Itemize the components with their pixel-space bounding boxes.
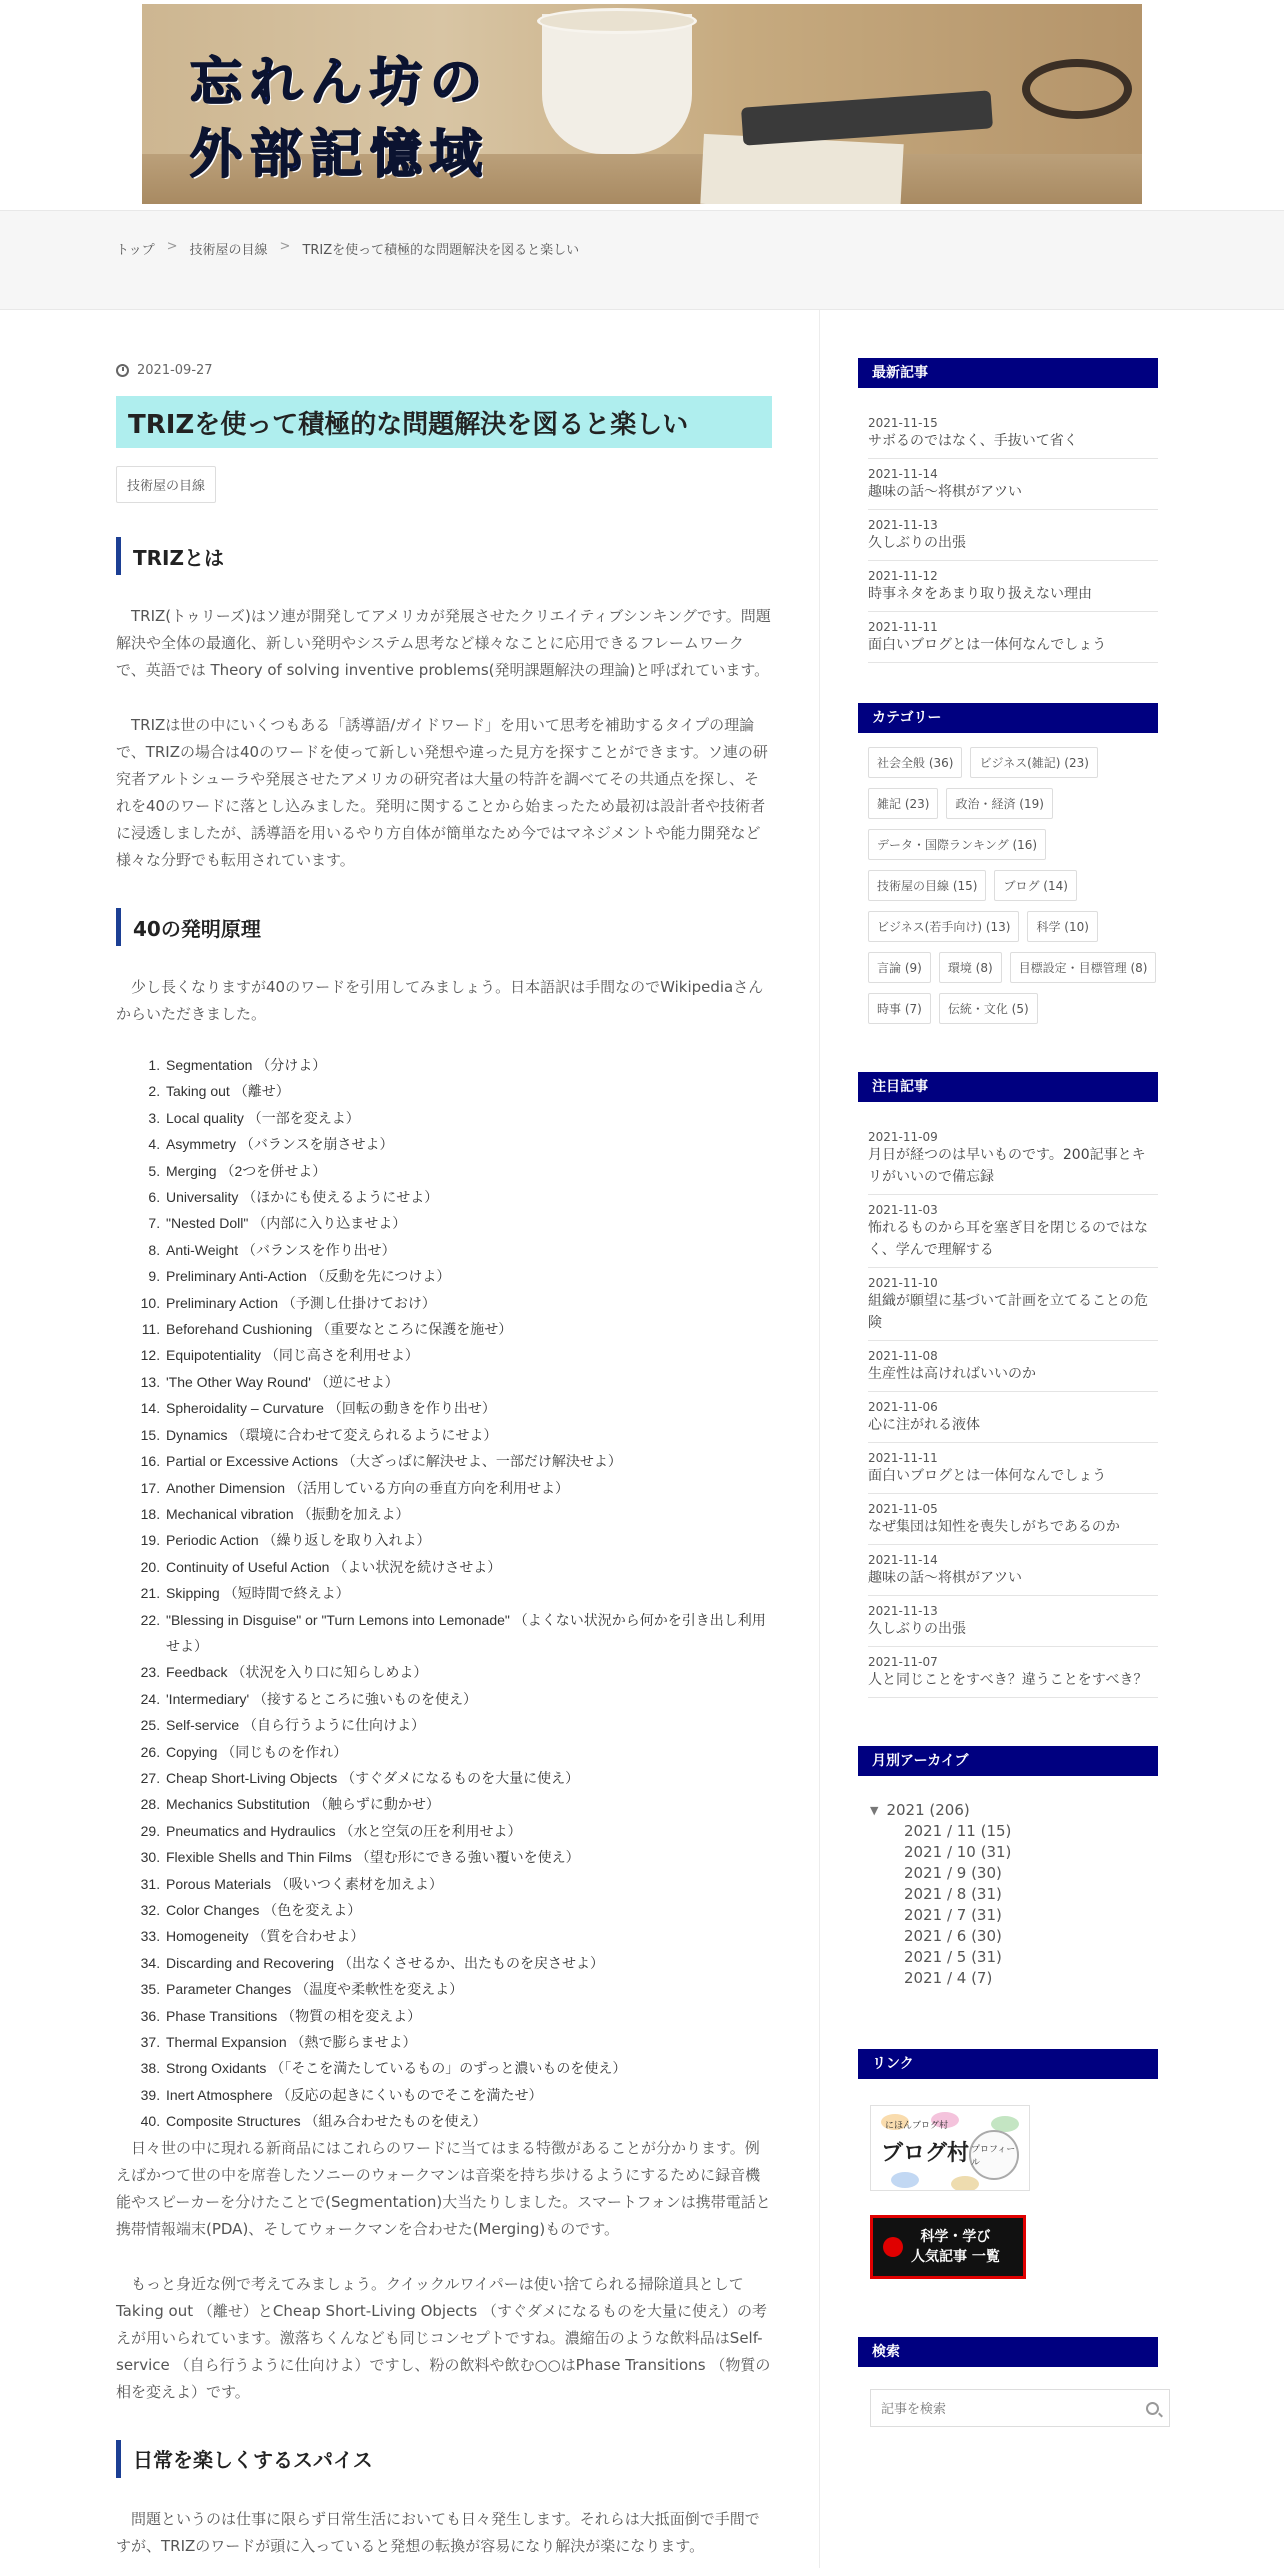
categories-title: カテゴリー xyxy=(858,703,1158,733)
links-widget xyxy=(858,2049,1168,2279)
article-title: TRIZを使って積極的な問題解決を図ると楽しい xyxy=(116,396,772,448)
post-link[interactable]: 趣味の話～将棋がアツい xyxy=(868,484,1022,500)
post-date: 2021-11-11 xyxy=(868,620,938,634)
principle-item: 30. Flexible Shells and Thin Films （望む形にできる強い覆いを使え） xyxy=(164,1844,772,1870)
links-title: リンク xyxy=(858,2049,1158,2079)
leaf-decoration xyxy=(951,2176,979,2191)
header-banner-image[interactable] xyxy=(142,4,1142,204)
category-link[interactable]: 政治・経済 (19) xyxy=(946,788,1052,819)
principle-item: 23. Feedback （状況を入り口に知らしめよ） xyxy=(164,1659,772,1685)
search-icon[interactable] xyxy=(1146,2402,1159,2415)
post-link[interactable]: 時事ネタをあまり取り扱えない理由 xyxy=(868,586,1092,602)
archive-month-link[interactable]: 2021 / 8 (31) xyxy=(904,1885,1002,1903)
section-heading-spice: 日常を楽しくするスパイス xyxy=(116,2440,772,2478)
principle-item: 32. Color Changes （色を変えよ） xyxy=(164,1897,772,1923)
archive-month-link[interactable]: 2021 / 7 (31) xyxy=(904,1906,1002,1924)
archive-month-link[interactable]: 2021 / 5 (31) xyxy=(904,1948,1002,1966)
science-banner-text xyxy=(911,2227,1000,2267)
featured-post-item[interactable] xyxy=(868,1647,1158,1698)
post-date: 2021-11-09 xyxy=(868,1130,938,1144)
post-date: 2021-11-15 xyxy=(868,416,938,430)
categories-widget xyxy=(858,703,1168,1024)
post-link[interactable]: 面白いブログとは一体何なんでしょう xyxy=(868,1468,1107,1484)
site-header xyxy=(0,0,1284,210)
article-category-tag[interactable]: 技術屋の目線 xyxy=(116,466,216,503)
paragraph: 日々世の中に現れる新商品にはこれらのワードに当てはまる特徴があることが分かります。例えばかつて世の中を席巻したソニーのウォークマンは音楽を持ち歩けるようにするために録音機能やスピーカーを分けたことで(Segmentation)大当たりしました。スマートフォンは携帯電話と携帯情報端末(PDA)、そしてウォークマンを合わせた(Merging)ものです。 xyxy=(116,2138,771,2238)
principle-item: 2. Taking out （離せ） xyxy=(164,1078,772,1104)
recent-posts-title: 最新記事 xyxy=(858,358,1158,388)
article-date: 2021-09-27 xyxy=(137,362,213,378)
featured-post-item[interactable] xyxy=(868,1268,1158,1341)
category-link[interactable]: 技術屋の目線 (15) xyxy=(868,870,986,901)
principle-item: 17. Another Dimension （活用している方向の垂直方向を利用せよ） xyxy=(164,1475,772,1501)
archive-month-link[interactable]: 2021 / 11 (15) xyxy=(904,1822,1012,1840)
category-link[interactable]: 時事 (7) xyxy=(868,993,931,1024)
breadcrumb-home[interactable]: トップ xyxy=(116,243,155,258)
search-title: 検索 xyxy=(858,2337,1158,2367)
featured-posts-widget xyxy=(858,1072,1168,1698)
breadcrumb-separator: > xyxy=(166,239,178,254)
principle-item: 13. 'The Other Way Round' （逆にせよ） xyxy=(164,1369,772,1395)
principle-item: 34. Discarding and Recovering （出なくさせるか、出たものを戻させよ） xyxy=(164,1950,772,1976)
principle-item: 4. Asymmetry （バランスを崩させよ） xyxy=(164,1131,772,1157)
featured-post-item[interactable] xyxy=(868,1494,1158,1545)
featured-post-item[interactable] xyxy=(868,1596,1158,1647)
blogmura-small-label: にほんブログ村 xyxy=(885,2121,949,2131)
post-link[interactable]: 組織が願望に基づいて計画を立てることの危険 xyxy=(868,1293,1148,1331)
principle-item: 11. Beforehand Cushioning （重要なところに保護を施せ） xyxy=(164,1316,772,1342)
post-link[interactable]: 久しぶりの出張 xyxy=(868,535,966,551)
search-input[interactable] xyxy=(881,2401,1121,2416)
principle-item: 31. Porous Materials （吸いつく素材を加えよ） xyxy=(164,1871,772,1897)
featured-post-item[interactable] xyxy=(868,1392,1158,1443)
post-date: 2021-11-14 xyxy=(868,1553,938,1567)
category-link[interactable]: ビジネス(雑記) (23) xyxy=(970,747,1097,778)
post-date: 2021-11-11 xyxy=(868,1451,938,1465)
banner-phone xyxy=(741,90,993,145)
category-list xyxy=(858,747,1168,1024)
recent-post-item[interactable] xyxy=(868,561,1158,612)
principle-item: 37. Thermal Expansion （熱で膨らませよ） xyxy=(164,2029,772,2055)
category-link[interactable]: 社会全般 (36) xyxy=(868,747,962,778)
principle-item: 8. Anti-Weight （バランスを作り出せ） xyxy=(164,1237,772,1263)
post-date: 2021-11-10 xyxy=(868,1276,938,1290)
post-date: 2021-11-13 xyxy=(868,518,938,532)
principle-item: 18. Mechanical vibration （振動を加えよ） xyxy=(164,1501,772,1527)
blogmura-profile-badge: プロフィール xyxy=(969,2130,1019,2180)
principle-item: 15. Dynamics （環境に合わせて変えられるようにせよ） xyxy=(164,1422,772,1448)
principle-item: 40. Composite Structures （組み合わせたものを使え） xyxy=(164,2108,772,2134)
archive-month-link[interactable]: 2021 / 10 (31) xyxy=(904,1843,1012,1861)
paragraph: TRIZは世の中にいくつもある「誘導語/ガイドワード」を用いて思考を補助するタイプの理論で、TRIZの場合は40のワードを使って新しい発想や違った見方を探すことができます。ソ連の研究者アルトシューラや発展させたアメリカの研究者は大量の特許を調べてその共通点を探し、それを40のワードに落とし込みました。発明に関することから始まったため最初は設計者や技術者に浸透しましたが、誘導語を用いるやり方自体が簡単なため今ではマネジメントや能力開発など様々な分野でも転用されています。 xyxy=(116,716,768,869)
principle-item: 29. Pneumatics and Hydraulics （水と空気の圧を利用せよ） xyxy=(164,1818,772,1844)
post-link[interactable]: 面白いブログとは一体何なんでしょう xyxy=(868,637,1107,653)
category-link[interactable]: 科学 (10) xyxy=(1027,911,1097,942)
post-date: 2021-11-03 xyxy=(868,1203,938,1217)
post-date: 2021-11-06 xyxy=(868,1400,938,1414)
category-link[interactable]: 目標設定・目標管理 (8) xyxy=(1010,952,1157,983)
recent-post-item[interactable] xyxy=(868,459,1158,510)
sidebar xyxy=(858,358,1168,2427)
featured-post-item[interactable] xyxy=(868,1341,1158,1392)
principle-item: 19. Periodic Action （繰り返しを取り入れよ） xyxy=(164,1527,772,1553)
breadcrumb-bar xyxy=(0,210,1284,310)
column-divider xyxy=(819,310,820,2568)
recent-posts-widget xyxy=(858,358,1168,663)
principle-item: 35. Parameter Changes （温度や柔軟性を変えよ） xyxy=(164,1976,772,2002)
science-logo-icon xyxy=(883,2237,903,2257)
principle-item: 25. Self-service （自ら行うように仕向けよ） xyxy=(164,1712,772,1738)
principle-item: 9. Preliminary Anti-Action （反動を先につけよ） xyxy=(164,1263,772,1289)
clock-icon xyxy=(116,364,129,377)
principle-item: 22. "Blessing in Disguise" or "Turn Lemons into Lemonade" （よくない状況から何かを引き出し利用せよ） xyxy=(164,1607,772,1660)
category-link[interactable]: 言論 (9) xyxy=(868,952,931,983)
science-banner-line2: 人気記事 一覧 xyxy=(911,2249,1000,2265)
archive-widget xyxy=(858,1746,1168,1989)
site-title-line1[interactable]: 忘れん坊の xyxy=(190,52,491,113)
principle-item: 10. Preliminary Action （予測し仕掛けておけ） xyxy=(164,1290,772,1316)
archive-month-link[interactable]: 2021 / 4 (7) xyxy=(904,1969,993,1987)
leaf-decoration xyxy=(891,2172,919,2188)
search-box xyxy=(870,2389,1170,2427)
principle-item: 24. 'Intermediary' （接するところに強いものを使え） xyxy=(164,1686,772,1712)
article xyxy=(116,360,772,2560)
category-link[interactable]: 雑記 (23) xyxy=(868,788,938,819)
principle-item: 16. Partial or Excessive Actions （大ざっぱに解決せよ、一部だけ解決せよ） xyxy=(164,1448,772,1474)
featured-posts-list xyxy=(858,1122,1168,1698)
category-link[interactable]: 伝統・文化 (5) xyxy=(939,993,1038,1024)
post-link[interactable]: 月日が経つのは早いものです。200記事とキリがいいので備忘録 xyxy=(868,1147,1146,1185)
principle-item: 3. Local quality （一部を変えよ） xyxy=(164,1105,772,1131)
post-link[interactable]: 怖れるものから耳を塞ぎ目を閉じるのではなく、学んで理解する xyxy=(868,1220,1148,1258)
principle-item: 26. Copying （同じものを作れ） xyxy=(164,1739,772,1765)
featured-post-item[interactable] xyxy=(868,1122,1158,1195)
section-heading-40-principles: 40の発明原理 xyxy=(116,908,772,946)
section-heading-triz: TRIZとは xyxy=(116,537,772,575)
principle-item: 27. Cheap Short-Living Objects （すぐダメになるものを大量に使え） xyxy=(164,1765,772,1791)
principle-item: 33. Homogeneity （質を合わせよ） xyxy=(164,1923,772,1949)
recent-post-item[interactable] xyxy=(868,612,1158,663)
principles-list xyxy=(116,1052,772,2135)
principle-item: 1. Segmentation （分けよ） xyxy=(164,1052,772,1078)
paragraph: TRIZ(トゥリーズ)はソ連が開発してアメリカが発展させたクリエイティブシンキングです。問題解決や全体の最適化、新しい発明やシステム思考など様々なことに応用できるフレームワークで、英語では Theory of solving inventive problems(発明課題解決の理論)と呼ばれています。 xyxy=(116,607,771,679)
post-date: 2021-11-08 xyxy=(868,1349,938,1363)
breadcrumb-separator: > xyxy=(279,239,291,254)
breadcrumb xyxy=(116,239,579,258)
science-banner-inner xyxy=(873,2218,1023,2276)
principle-item: 5. Merging （2つを併せよ） xyxy=(164,1158,772,1184)
featured-post-item[interactable] xyxy=(868,1195,1158,1268)
post-link[interactable]: なぜ集団は知性を喪失しがちであるのか xyxy=(868,1519,1120,1535)
banner-coffee-cup xyxy=(542,14,692,154)
breadcrumb-category[interactable]: 技術屋の目線 xyxy=(189,243,268,258)
featured-post-item[interactable] xyxy=(868,1545,1158,1596)
recent-posts-list xyxy=(858,408,1168,663)
category-link[interactable]: 環境 (8) xyxy=(939,952,1002,983)
featured-posts-title: 注目記事 xyxy=(858,1072,1158,1102)
category-link[interactable]: ブログ (14) xyxy=(994,870,1076,901)
paragraph: もっと身近な例で考えてみましょう。クイックルワイパーは使い捨てられる掃除道具としてTaking out （離せ）とCheap Short-Living Objects （すぐダメになるものを大量に使え）の考えが用いられています。激落ちくんなども同じコンセプトですね。濃縮缶のような飲料品はSelf-service （自ら行うように仕向けよ）ですし、粉の飲料や飲む○○はPhase Transitions （物質の相を変えよ）です。 xyxy=(116,2274,771,2401)
principle-item: 28. Mechanics Substitution （触らずに動かせ） xyxy=(164,1791,772,1817)
principle-item: 12. Equipotentiality （同じ高さを利用せよ） xyxy=(164,1342,772,1368)
post-link[interactable]: 人と同じことをすべき？違うことをすべき？ xyxy=(868,1672,1148,1688)
banner-glasses xyxy=(1022,59,1132,119)
principle-item: 39. Inert Atmosphere （反応の起きにくいものでそこを満たせ） xyxy=(164,2082,772,2108)
principle-item: 20. Continuity of Useful Action （よい状況を続けさせよ） xyxy=(164,1554,772,1580)
archive-list xyxy=(858,1800,1168,1989)
science-ranking-banner[interactable] xyxy=(870,2215,1026,2279)
post-link[interactable]: 生産性は高ければいいのか xyxy=(868,1366,1036,1382)
post-date: 2021-11-13 xyxy=(868,1604,938,1618)
archive-year[interactable] xyxy=(870,1800,1156,1821)
principle-item: 38. Strong Oxidants （「そこを満たしているもの」のずっと濃いものを使え） xyxy=(164,2055,772,2081)
site-title-line2[interactable]: 外部記憶域 xyxy=(190,124,491,185)
category-link[interactable]: ビジネス(若手向け) (13) xyxy=(868,911,1019,942)
blogmura-banner[interactable] xyxy=(870,2105,1030,2191)
post-link[interactable]: 心に注がれる液体 xyxy=(868,1417,980,1433)
recent-post-item[interactable] xyxy=(868,408,1158,459)
post-link[interactable]: 趣味の話～将棋がアツい xyxy=(868,1570,1022,1586)
banner-cup-rim xyxy=(537,8,697,34)
archive-month-link[interactable]: 2021 / 6 (30) xyxy=(904,1927,1002,1945)
principle-item: 6. Universality （ほかにも使えるようにせよ） xyxy=(164,1184,772,1210)
breadcrumb-current: TRIZを使って積極的な問題解決を図ると楽しい xyxy=(302,243,580,258)
paragraph: 問題というのは仕事に限らず日常生活においても日々発生します。それらは大抵面倒で手間ですが、TRIZのワードが頭に入っていると発想の転換が容易になり解決が楽になります。 xyxy=(116,2509,760,2555)
principle-item: 7. "Nested Doll" （内部に入り込ませよ） xyxy=(164,1210,772,1236)
science-banner-line1: 科学・学び xyxy=(920,2229,991,2245)
paragraph: 少し長くなりますが40のワードを引用してみましょう。日本語訳は手間なのでWikipediaさんからいただきました。 xyxy=(116,978,764,1023)
featured-post-item[interactable] xyxy=(868,1443,1158,1494)
post-date: 2021-11-12 xyxy=(868,569,938,583)
post-link[interactable]: サボるのではなく、手抜いて省く xyxy=(868,433,1078,449)
archive-month-link[interactable]: 2021 / 9 (30) xyxy=(904,1864,1002,1882)
banner-newspaper xyxy=(700,134,903,204)
archive-year-label[interactable]: 2021 (206) xyxy=(886,1801,970,1819)
archive-months xyxy=(870,1821,1156,1989)
article-date-row xyxy=(116,360,772,380)
post-date: 2021-11-05 xyxy=(868,1502,938,1516)
archive-title: 月別アーカイブ xyxy=(858,1746,1158,1776)
triangle-down-icon[interactable]: ▼ xyxy=(870,1804,879,1817)
post-date: 2021-11-07 xyxy=(868,1655,938,1669)
principle-item: 36. Phase Transitions （物質の相を変えよ） xyxy=(164,2003,772,2029)
search-widget xyxy=(858,2337,1168,2427)
principle-item: 21. Skipping （短時間で終えよ） xyxy=(164,1580,772,1606)
principle-item: 14. Spheroidality – Curvature （回転の動きを作り出せ） xyxy=(164,1395,772,1421)
category-link[interactable]: データ・国際ランキング (16) xyxy=(868,829,1046,860)
recent-post-item[interactable] xyxy=(868,510,1158,561)
post-date: 2021-11-14 xyxy=(868,467,938,481)
post-link[interactable]: 久しぶりの出張 xyxy=(868,1621,966,1637)
blogmura-logo-text: ブログ村 xyxy=(881,2140,970,2166)
